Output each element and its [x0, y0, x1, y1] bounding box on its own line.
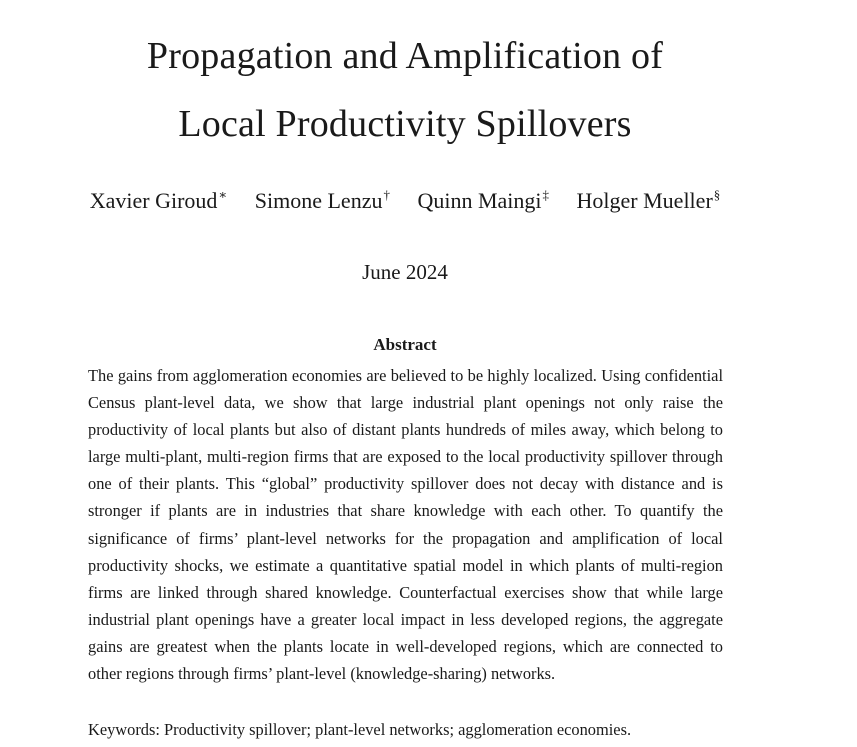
- author-1: [90, 188, 228, 214]
- author-footnote-mark: ∗: [218, 186, 228, 202]
- author-footnote-mark: ‡: [542, 186, 550, 202]
- author-footnote-mark: †: [383, 186, 390, 202]
- author-2: [255, 188, 390, 214]
- abstract-text: The gains from agglomeration economies are believed to be highly localized. Using confidential Census plant-level data, we show that large industrial plant openings not only raise the productivity of local plants but also of distant plants hundreds of miles away, which belong to large multi-plant, multi-region firms that are exposed to the local productivity spillover through one of their plants. This “global” productivity spillover does not decay with distance and is stronger if plants are in industries that share knowledge with each other. To quantify the significance of firms’ plant-level networks for the propagation and amplification of local productivity shocks, we estimate a quantitative spatial model in which plants of multi-region firms are linked through shared knowledge. Counterfactual exercises show that while large industrial plant openings have a greater local impact in less developed regions, the aggregate gains are greatest when the plants locate in well-developed regions, which are connected to other regions through firms’ plant-level (knowledge-sharing) networks.: [88, 366, 723, 684]
- title-line-2: Local Productivity Spillovers: [178, 103, 632, 145]
- publication-date: June 2024: [362, 260, 448, 284]
- author-name: Simone Lenzu: [254, 188, 383, 213]
- abstract-heading: Abstract: [373, 335, 437, 354]
- author-name: Xavier Giroud: [89, 188, 218, 213]
- keywords: Keywords: Productivity spillover; plant-level networks; agglomeration economies.: [88, 720, 632, 739]
- author-4: [577, 188, 721, 214]
- author-list: [0, 188, 810, 214]
- author-name: Holger Mueller: [576, 188, 713, 213]
- title-line-1: Propagation and Amplification of: [146, 35, 664, 77]
- paper-title: [0, 22, 810, 158]
- author-name: Quinn Maingi: [417, 188, 542, 213]
- author-3: [417, 188, 549, 214]
- author-footnote-mark: §: [713, 186, 721, 202]
